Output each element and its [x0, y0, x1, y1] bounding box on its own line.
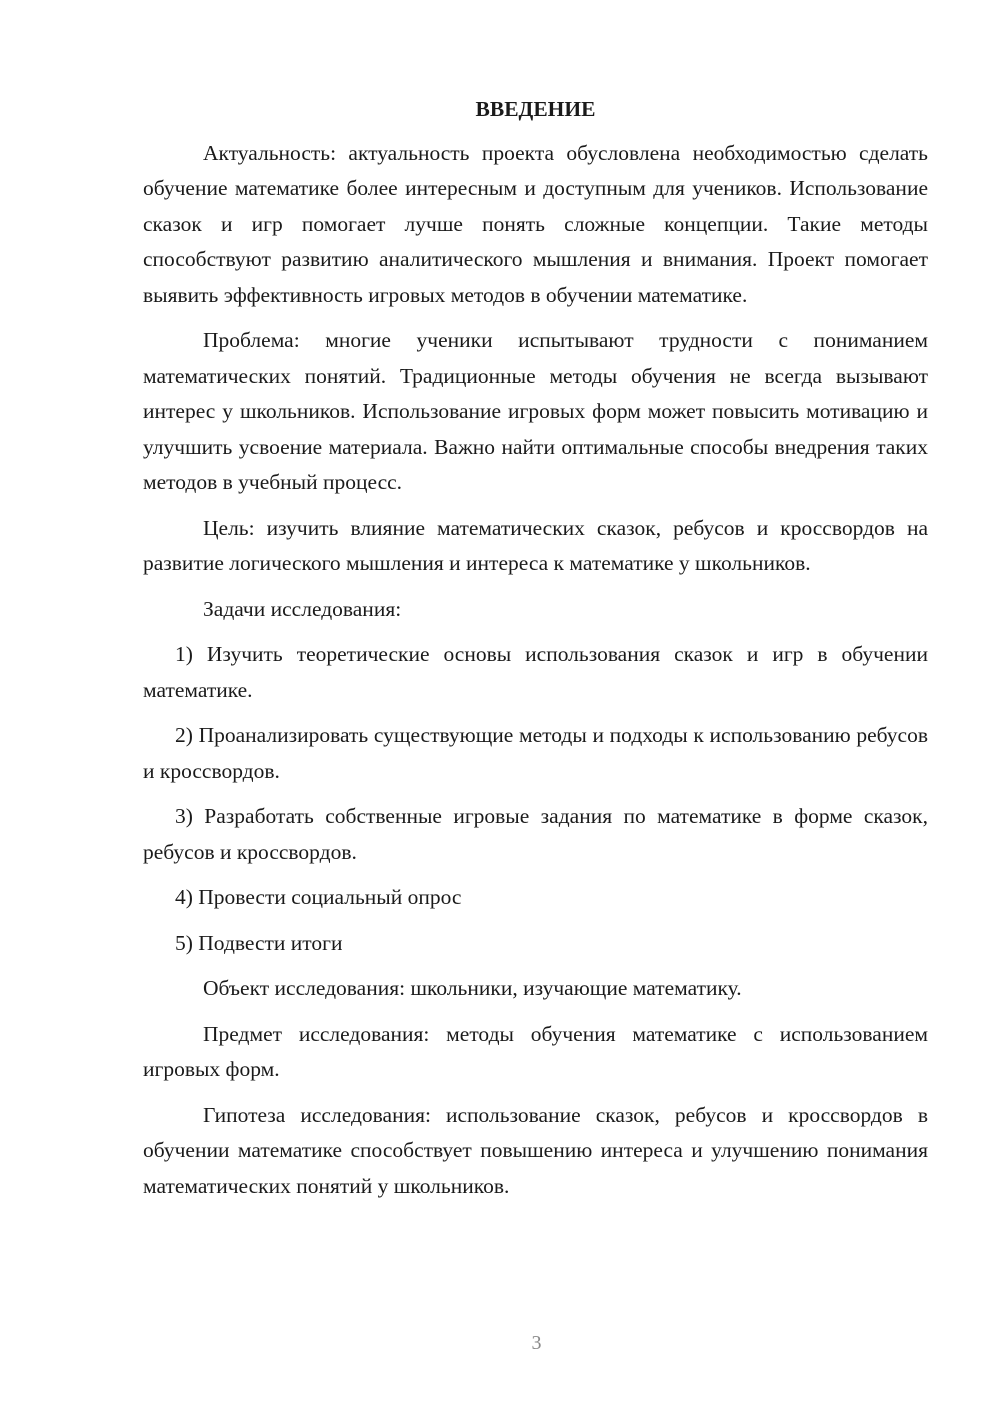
goal-paragraph: Цель: изучить влияние математических сказок, ребусов и кроссвордов на развитие логического мышления и интереса к математике у школьников. [143, 515, 928, 575]
section-title: ВВЕДЕНИЕ [475, 97, 596, 121]
task-item-5: 5) Подвести итоги [175, 930, 343, 955]
task-item-1: 1) Изучить теоретические основы использования сказок и игр в обучении математике. [143, 642, 928, 702]
object-paragraph: Объект исследования: школьники, изучающие математику. [203, 976, 742, 1000]
task-item-2: 2) Проанализировать существующие методы и подходы к использованию ребусов и кроссвордов. [143, 723, 928, 783]
hypothesis-paragraph: Гипотеза исследования: использование сказок, ребусов и кроссвордов в обучении математике способствует повышению интереса и улучшению понимания математических понятий у школьников. [143, 1102, 928, 1198]
relevance-paragraph: Актуальность: актуальность проекта обусловлена необходимостью сделать обучение математике более интересным и доступным для учеников. Использование сказок и игр помогает лучше понять сложные концепции. Такие методы способствуют развитию аналитического мышления и внимания. Проект помогает выявить эффективность игровых методов в обучении математике. [143, 140, 928, 307]
subject-paragraph: Предмет исследования: методы обучения математике с использованием игровых форм. [143, 1021, 928, 1081]
document-page [143, 92, 928, 1214]
task-item-3: 3) Разработать собственные игровые задания по математике в форме сказок, ребусов и кроссвордов. [143, 804, 928, 864]
page-number: 3 [531, 1332, 542, 1354]
problem-paragraph: Проблема: многие ученики испытывают трудности с пониманием математических понятий. Традиционные методы обучения не всегда вызывают интерес у школьников. Использование игровых форм может повысить мотивацию и улучшить усвоение материала. Важно найти оптимальные способы внедрения таких методов в учебный процесс. [143, 328, 928, 494]
tasks-heading: Задачи исследования: [203, 596, 402, 621]
task-item-4: 4) Провести социальный опрос [175, 885, 462, 909]
